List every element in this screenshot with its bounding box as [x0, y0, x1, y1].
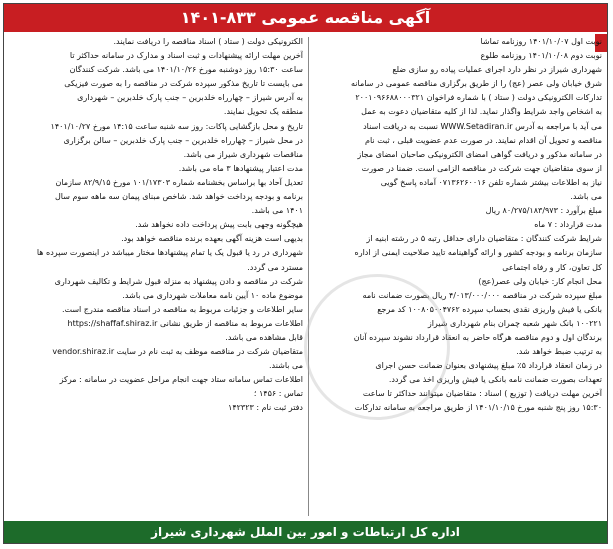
notice-line: تدارکات الکترونیکی دولت ( ستاد ) با شماره فراخوان ۲۰۰۱۰۹۶۶۸۸۰۰۰۳۲۱	[355, 93, 602, 103]
notice-line: نوبت اول ۱۴۰۱/۱۰/۰۷ روزنامه تماشا	[480, 37, 602, 46]
notice-line: اطلاعات مربوط به مناقصه از طریق نشانی https://shaffaf.shiraz.ir	[67, 318, 303, 328]
column-divider	[308, 37, 309, 516]
notice-line: بدیهی است هزینه آگهی بعهده برنده مناقصه خواهد بود.	[121, 234, 303, 244]
notice-line: ساعت ۱۵:۳۰ روز دوشنبه مورخ ۱۴۰۱/۱۰/۲۶ می باشد. شرکت کنندگان	[69, 65, 303, 75]
notice-line: می باشد.	[570, 192, 602, 202]
notice-line: مبلغ سپرده شرکت در مناقصه ۴/۰۱۳/۰۰۰/۰۰۰ ریال بصورت ضمانت نامه	[362, 290, 602, 300]
notice-line: محل انجام کار: خیابان ولی عصر(عج)	[478, 276, 602, 286]
notice-line: به آدرس شیراز – چهارراه خلدبرین – جنب پارک خلدبرین – شهرداری	[77, 93, 303, 103]
notice-line: شرایط شرکت کنندگان : متقاضیان دارای حداقل رتبه ۵ در رشته ابنیه از	[366, 234, 602, 244]
issuer-footer: اداره کل ارتباطات و امور بین الملل شهرداری شیراز	[4, 521, 607, 543]
notice-line: می باشند.	[268, 361, 303, 371]
notice-line: هیچگونه وجهی بابت پیش پرداخت داده نخواهد شد.	[135, 220, 303, 230]
notice-line: موضوع ماده ۱۰ آیین نامه معاملات شهرداری می باشد.	[122, 290, 303, 300]
right-column	[308, 35, 602, 518]
notice-line: قابل مشاهده می باشد.	[225, 332, 303, 342]
notice-line: به اشخاص واجد شرایط واگذار نماید. لذا از کلیه متقاضیان دعوت به عمل	[361, 107, 602, 117]
notice-line: می آید با مراجعه به آدرس WWW.Setadiran.ir نسبت به دریافت اسناد	[363, 121, 602, 131]
notice-line: متقاضیان شرکت در مناقصه موظف به ثبت نام در سایت vendor.shiraz.ir	[52, 347, 303, 357]
notice-line: آخرین مهلت ارائه پیشنهادات و ثبت اسناد و مدارک در سامانه حداکثر تا	[69, 51, 303, 61]
notice-line: ۱۴۰۱ می باشد.	[251, 206, 303, 216]
notice-line: در زمان انعقاد قرارداد ۵٪ مبلغ پیشنهادی بعنوان ضمانت حسن اجرای	[375, 361, 602, 371]
notice-line: دفتر ثبت نام : ۱۴۲۳۲۳	[228, 403, 303, 413]
notice-line: به ترتیب ضبط خواهد شد.	[516, 347, 602, 357]
notice-line: مناقصه و تحویل آن اقدام نمایند. در صورت عدم عضویت قبلی ، ثبت نام	[365, 135, 602, 145]
notice-line: تاریخ و محل بازگشایی پاکات: روز سه شنبه ساعت ۱۴:۱۵ مورخ ۱۴۰۱/۱۰/۲۷	[50, 121, 303, 131]
notice-line: برندگان اول و دوم مناقصه هرگاه حاضر به انعقاد قرارداد نشوند سپرده آنان	[353, 332, 602, 342]
left-column	[9, 35, 303, 518]
notice-line: آخرین مهلت دریافت ( توزیع ) اسناد : متقاضیان میتوانند حداکثر تا ساعت	[362, 389, 602, 399]
notice-line: اطلاعات تماس سامانه ستاد جهت انجام مراحل عضویت در سامانه : مرکز	[59, 375, 303, 385]
notice-line: مسترد می گردد.	[247, 262, 303, 272]
notice-line: تعهدات بصورت ضمانت نامه بانکی یا فیش واریزی اخذ می گردد.	[388, 375, 602, 385]
notice-title: آگهی مناقصه عمومی ۸۳۳-۱۴۰۱	[4, 4, 607, 32]
notice-line: نوبت دوم ۱۴۰۱/۱۰/۰۸ روزنامه طلوع	[480, 51, 602, 61]
notice-line: الکترونیکی دولت ( ستاد ) اسناد مناقصه را دریافت نمایند.	[113, 37, 303, 46]
notice-line: از سوی متقاضیان جهت شرکت در مناقصه الزامی است. ضمنا در صورت	[361, 163, 602, 173]
notice-line: تعدیل آحاد بها براساس بخشنامه شماره ۱۰۱/۱۷۳۰۳ مورخ ۸۲/۹/۱۵ سازمان	[55, 177, 303, 187]
notice-line: ۱۰۰۲۲۱ بانک شهر شعبه چمران بنام شهرداری شیراز	[427, 318, 602, 328]
notice-line: شهرداری در رد یا قبول یک یا تمام پیشنهادها مختار میباشد در اینصورت سپرده ها	[36, 248, 303, 258]
notice-line: شهرداری شیراز در نظر دارد اجرای عملیات پیاده رو سازی ضلع	[392, 65, 602, 75]
notice-line: نیاز به اطلاعات بیشتر شماره تلفن ۰۷۱۳۶۲۶۰۰۱۶ آماده پاسخ گویی	[380, 177, 602, 187]
tender-notice	[3, 3, 608, 544]
notice-line: مدت اعتبار پیشنهادها ۳ ماه می باشد.	[178, 163, 303, 173]
notice-line: در محل شیراز – چهارراه خلدبرین – جنب پارک خلدبرین – سالن برگزاری	[63, 135, 303, 145]
notice-line: کل تعاون، کار و رفاه اجتماعی	[502, 262, 602, 272]
notice-line: منطقه یک تحویل نمایند.	[223, 107, 303, 117]
notice-line: تماس : ۱۴۵۶ ؛	[253, 389, 303, 399]
notice-line: ۱۵:۳۰ روز پنج شنبه مورخ ۱۴۰۱/۱۰/۱۵ از طریق مراجعه به سامانه تدارکات	[354, 403, 602, 413]
notice-line: در سامانه مذکور و دریافت گواهی امضای الکترونیکی صاحبان امضای مجاز	[357, 149, 602, 159]
notice-line: مناقصات شهرداری شیراز می باشد.	[183, 149, 303, 159]
notice-line: بانکی یا فیش واریزی نقدی بحساب سپرده ۱۰۰۸۰۵۰۰۴۷۶۲ کد مرجع	[377, 304, 602, 314]
notice-line: سایر اطلاعات و جزئیات مربوط به مناقصه در اسناد مناقصه مندرج است.	[61, 304, 303, 314]
notice-line: برنامه و بودجه پرداخت خواهد شد. شاخص مبنای پیمان سه ماهه سوم سال	[54, 192, 303, 202]
notice-line: سازمان برنامه و بودجه کشور و ارائه گواهینامه تایید صلاحیت ایمنی از اداره	[354, 248, 602, 258]
notice-line: مبلغ برآورد : ۸۰/۲۷۵/۱۸۳/۹۷۳ ریال	[485, 206, 602, 216]
notice-line: می بایست تا تاریخ مذکور سپرده شرکت در مناقصه را به صورت فیزیکی	[64, 79, 303, 89]
notice-line: شرکت در مناقصه و دادن پیشنهاد به منزله قبول شرایط و تکالیف شهرداری	[54, 276, 303, 286]
notice-line: مدت قرارداد : ۷ ماه	[534, 220, 602, 230]
notice-line: شرق خیابان ولی عصر (عج) را از طریق برگزاری مناقصه عمومی در سامانه	[351, 79, 602, 89]
